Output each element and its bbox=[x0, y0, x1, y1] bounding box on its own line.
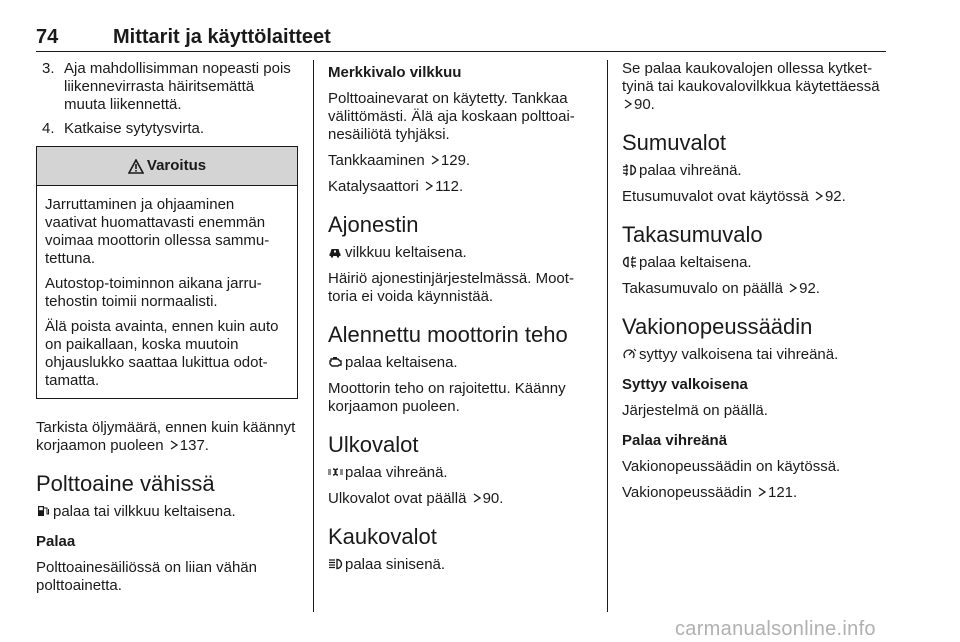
immobiliser-text: Häiriö ajonestinjärjestelmässä. Moottoria ei voida käynnistää. bbox=[328, 270, 574, 305]
list-text: Katkaise sytytysvirta. bbox=[64, 120, 205, 137]
reduced-power-text: Moottorin teho on rajoitettu. Käänny korjaamon puoleen. bbox=[328, 380, 566, 415]
warning-body bbox=[37, 186, 297, 398]
high-beam-line: palaa sinisenä. bbox=[328, 556, 592, 574]
fuel-low-text: Polttoainesäiliössä on liian vähän polttoainetta. bbox=[36, 559, 257, 594]
warning-paragraph: Jarruttaminen ja ohjaaminen vaativat huomattavasti enemmän voimaa moottorin ollessa sammutettuna. bbox=[45, 196, 270, 267]
list-item bbox=[36, 120, 298, 138]
page-reference: 92. bbox=[799, 280, 820, 297]
page-reference: 112. bbox=[435, 178, 464, 195]
cruise-reference: Vakionopeussäädin 121. bbox=[622, 484, 798, 501]
warning-paragraph: Älä poista avainta, ennen kuin auto on paikallaan, koska muutoin ohjauslukko saattaa lukittua odottamatta. bbox=[45, 318, 279, 389]
front-fog-icon bbox=[622, 164, 637, 176]
page-number: 74 bbox=[36, 26, 59, 48]
column-2 bbox=[328, 60, 592, 582]
page-reference: 90. bbox=[482, 490, 504, 507]
catalyst-reference: Katalysaattori 112. bbox=[328, 178, 464, 195]
section-heading-exterior-lights: Ulkovalot bbox=[328, 432, 419, 457]
cruise-green-text: Vakionopeussäädin on käytössä. bbox=[622, 458, 841, 475]
column-3 bbox=[622, 60, 888, 510]
cruise-control-icon bbox=[622, 348, 637, 360]
warning-box bbox=[36, 146, 298, 399]
reduced-power-line: palaa keltaisena. bbox=[328, 354, 592, 372]
watermark: carmanualsonline.info bbox=[675, 618, 876, 640]
cruise-control-line: syttyy valkoisena tai vihreänä. bbox=[622, 346, 888, 364]
section-heading-reduced-power: Alennettu moottorin teho bbox=[328, 322, 568, 347]
page-reference: 90. bbox=[634, 96, 655, 113]
column-divider bbox=[607, 60, 608, 612]
reference-arrow-icon bbox=[815, 191, 823, 201]
list-number: 4. bbox=[42, 120, 55, 137]
column-1 bbox=[36, 60, 298, 603]
reference-arrow-icon bbox=[624, 99, 632, 109]
cruise-white-text: Järjestelmä on päällä. bbox=[622, 402, 768, 419]
sub-heading-lights-white: Syttyy valkoisena bbox=[622, 376, 748, 393]
warning-paragraph: Autostop-toiminnon aikana jarrutehostin toimii normaalisti. bbox=[45, 275, 262, 310]
exterior-light-icon bbox=[328, 466, 343, 478]
fog-lights-text: Etusumuvalot ovat käytössä 92. bbox=[622, 188, 846, 205]
immobiliser-car-icon bbox=[328, 246, 343, 258]
reference-arrow-icon bbox=[473, 493, 481, 503]
reference-arrow-icon bbox=[425, 181, 433, 191]
rear-fog-text: Takasumuvalo on päällä 92. bbox=[622, 280, 820, 297]
page-reference: 92. bbox=[824, 188, 846, 205]
page-reference: 137. bbox=[179, 437, 209, 454]
page-reference: 129. bbox=[440, 152, 471, 169]
oil-check-paragraph: Tarkista öljymäärä, ennen kuin käännyt korjaamon puoleen 137. bbox=[36, 419, 296, 454]
fog-lights-line: palaa vihreänä. bbox=[622, 162, 888, 180]
list-number: 3. bbox=[42, 60, 55, 77]
page-reference: 121. bbox=[768, 484, 798, 501]
sub-heading-blinking: Merkkivalo vilkkuu bbox=[328, 64, 462, 81]
sub-heading-on: Palaa bbox=[36, 533, 76, 550]
warning-triangle-icon bbox=[128, 159, 144, 174]
reference-arrow-icon bbox=[758, 487, 766, 497]
reference-arrow-icon bbox=[789, 283, 797, 293]
exterior-lights-line: palaa vihreänä. bbox=[328, 464, 592, 482]
page-header bbox=[36, 26, 886, 52]
section-heading-rear-fog-light: Takasumuvalo bbox=[622, 222, 763, 247]
immobiliser-line: vilkkuu keltaisena. bbox=[328, 244, 592, 262]
section-heading-fuel-low: Polttoaine vähissä bbox=[36, 471, 215, 496]
high-beam-icon bbox=[328, 558, 343, 570]
refuel-reference: Tankkaaminen 129. bbox=[328, 152, 471, 169]
reference-arrow-icon bbox=[170, 440, 178, 450]
reference-arrow-icon bbox=[431, 155, 439, 165]
section-heading-high-beam: Kaukovalot bbox=[328, 524, 437, 549]
engine-icon bbox=[328, 356, 343, 368]
list-text: Aja mahdollisimman nopeasti pois liikennevirrasta häiritsemättä muuta liikennettä. bbox=[64, 60, 291, 113]
list-item bbox=[36, 60, 298, 114]
header-rule bbox=[36, 51, 886, 52]
warning-header bbox=[37, 147, 297, 186]
section-heading-fog-lights: Sumuvalot bbox=[622, 130, 726, 155]
rear-fog-line: palaa keltaisena. bbox=[622, 254, 888, 272]
exterior-lights-text: Ulkovalot ovat päällä 90. bbox=[328, 490, 504, 507]
section-heading-immobiliser: Ajonestin bbox=[328, 212, 419, 237]
fuel-pump-icon bbox=[36, 505, 51, 517]
fuel-low-line: palaa tai vilkkuu keltaisena. bbox=[36, 503, 298, 521]
sub-heading-lights-green: Palaa vihreänä bbox=[622, 432, 728, 449]
warning-title: Varoitus bbox=[146, 157, 207, 174]
fuel-blink-text: Polttoainevarat on käytetty. Tankkaa välittömästi. Älä aja koskaan polttoainesäiliötä tyhjäksi. bbox=[328, 90, 575, 143]
section-heading-cruise-control: Vakionopeussäädin bbox=[622, 314, 813, 339]
rear-fog-icon bbox=[622, 256, 637, 268]
column-divider bbox=[313, 60, 314, 612]
high-beam-continued: Se palaa kaukovalojen ollessa kytkettyinä tai kaukovalovilkkua käytettäessä 90. bbox=[622, 60, 880, 113]
chapter-title: Mittarit ja käyttölaitteet bbox=[113, 26, 331, 48]
